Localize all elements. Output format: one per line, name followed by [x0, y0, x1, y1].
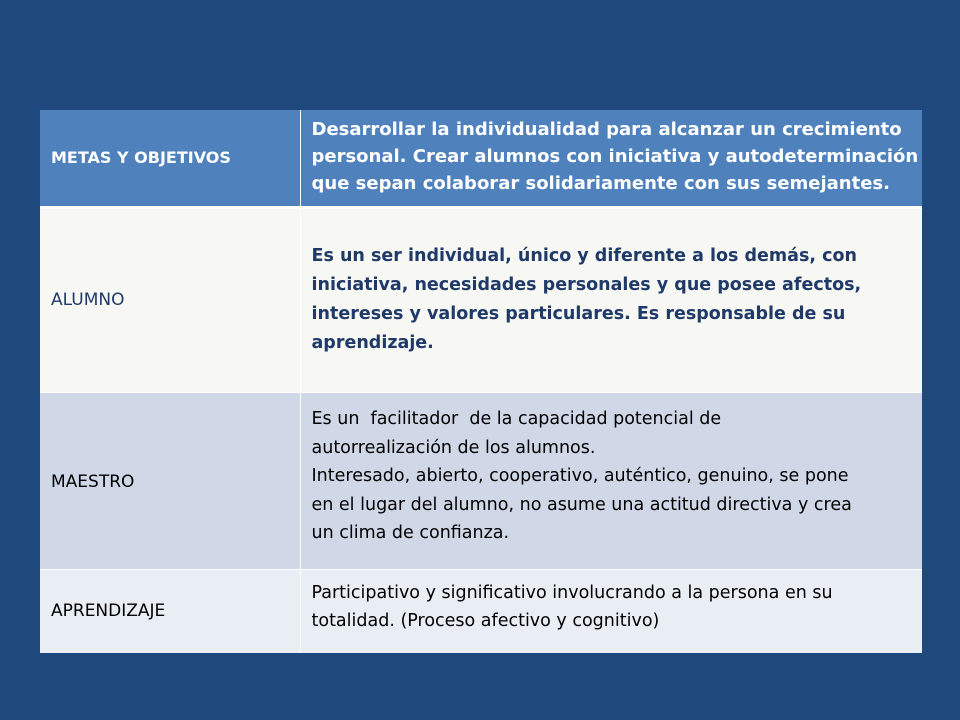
- description-line: un clima de confianza.: [311, 523, 510, 544]
- description-line: Participativo y significativo involucrando a la persona en su: [311, 582, 833, 603]
- row-description-metas-y-objetivos: [300, 110, 922, 207]
- table-row-aprendizaje: [40, 569, 922, 653]
- description-line: en el lugar del alumno, no asume una actitud directiva y crea: [311, 494, 852, 515]
- description-line: iniciativa, necesidades personales y que posee afectos,: [311, 275, 862, 295]
- description-line: autorrealización de los alumnos.: [311, 437, 596, 458]
- description-line: Es un facilitador de la capacidad potencial de: [311, 409, 722, 430]
- row-label-metas-y-objetivos: METAS Y OBJETIVOS: [40, 110, 300, 207]
- description-line: intereses y valores particulares. Es responsable de su: [311, 304, 846, 324]
- description-line: aprendizaje.: [311, 333, 434, 353]
- table-row-maestro: [40, 392, 922, 569]
- description-line: que sepan colaborar solidariamente con sus semejantes.: [311, 173, 890, 195]
- description-line: personal. Crear alumnos con iniciativa y autodeterminación: [311, 146, 919, 168]
- row-description-aprendizaje: [300, 569, 922, 653]
- description-line: totalidad. (Proceso afectivo y cognitivo): [311, 611, 660, 632]
- row-description-alumno: [300, 207, 922, 392]
- summary-table: [40, 110, 922, 653]
- table-row-alumno: [40, 207, 922, 392]
- description-line: Es un ser individual, único y diferente a los demás, con: [311, 246, 857, 266]
- row-label-maestro: MAESTRO: [40, 392, 300, 569]
- description-line: Desarrollar la individualidad para alcanzar un crecimiento: [311, 119, 902, 141]
- row-description-maestro: [300, 392, 922, 569]
- description-line: Interesado, abierto, cooperativo, auténtico, genuino, se pone: [311, 466, 849, 487]
- table-row-metas-y-objetivos: [40, 110, 922, 207]
- row-label-aprendizaje: APRENDIZAJE: [40, 569, 300, 653]
- row-label-alumno: ALUMNO: [40, 207, 300, 392]
